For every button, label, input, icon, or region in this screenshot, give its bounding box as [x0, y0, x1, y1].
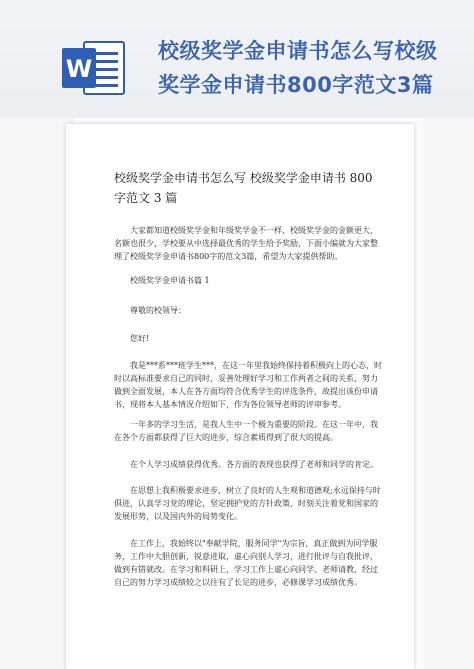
section-heading: 校级奖学金申请书篇 1 — [130, 276, 210, 285]
svg-text:W: W — [65, 55, 93, 83]
paragraph-3: 在个人学习成绩获得优秀。各方面的表现也获得了老师和同学的肯定。 — [130, 460, 378, 469]
page-title: 校级奖学金申请书怎么写校级奖学金申请书800字范文3篇 — [158, 39, 438, 97]
document-title: 校级奖学金申请书怎么写 校级奖学金申请书 800 字范文 3 篇 — [114, 171, 373, 205]
intro-paragraph: 大家都知道校级奖学金和年级奖学金不一样，校级奖学金的金额更大，名额也很少，学校要从中选择最优秀的学生给予奖励，下面小编就为大家整理了校级奖学金申请书800字的范文3篇，希望为大家提供帮助。 — [114, 226, 378, 261]
paragraph-1: 我是***系***班学生***，在这一年里我始终保持着积极向上的心态，时时以高标准要求自己的同时，妥善处理好学习和工作两者之间的关系，努力做到全面发展，本人在各方面均符合优秀学生的评选条件，故提出该份申请书，现将本人基本情况介绍如下，作为各位领导老师的评审参考。 — [114, 361, 382, 409]
word-document-icon — [60, 40, 126, 96]
paragraph-2: 一年多的学习生活，是我人生中一个极为重要的阶段。在这一年中，我在各个方面都获得了巨大的进步，综合素质得到了很大的提高。 — [114, 420, 378, 442]
paragraph-5: 在工作上，我始终以"奉献学院，服务同学"为宗旨，真正做到为同学服务，工作中大胆创新，锐意进取，虚心向别人学习，进行批评与自我批评，做到有错就改。在学习和科研上，学习工作上虚心向同学、老师请教，经过自己的努力学习成绩较之以往有了长足的进步，必修课学习成绩优秀。 — [114, 539, 378, 587]
paragraph-4: 在思想上我积极要求进步，树立了良好的人生观和道德观;永远保持与时俱进，认真学习党的理论，坚定拥护党的方针政策，时刻关注着党和国家的发展形势，以及国内外的局势变化。 — [114, 486, 381, 521]
salutation: 尊敬的校领导： — [130, 306, 186, 315]
document-page — [66, 124, 414, 669]
greeting: 您好! — [130, 334, 150, 343]
header-banner — [0, 0, 474, 118]
